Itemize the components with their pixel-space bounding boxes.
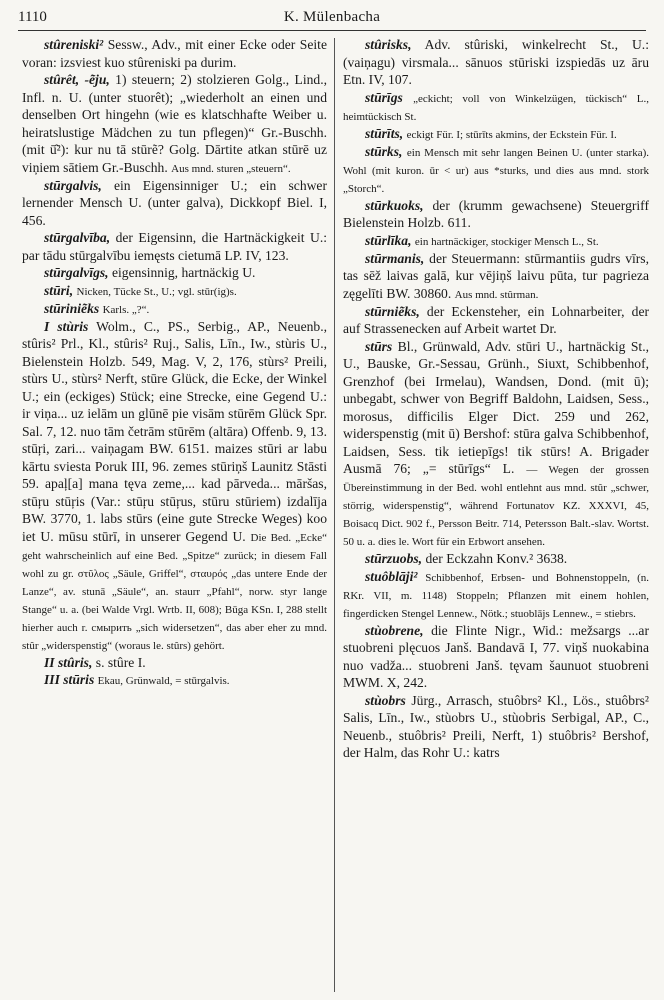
entry-definition: s. stûre I. [95,654,146,670]
entry-headword: stûrisks, [365,37,412,52]
dictionary-entry [22,71,327,177]
dictionary-entry [343,692,649,762]
entry-headword: stūrzuobs, [365,551,423,566]
running-title: K. Mülenbacha [283,9,381,25]
entry-definition: Jürg., Arrasch, stuôbrs² Kl., Lös., stuôbrs² Salis, Līn., Iw., stùobrs U., stùobris Serbigal, AP., C., Neuenb., stuôbris² Preili, Nerft, 1) stuôbris² Bershof, der Halm, das Rohr U.: katrs [343,692,649,760]
dictionary-entry [22,177,327,230]
dictionary-entry [22,264,327,282]
entry-definition: ein Eigensinniger U.; ein schwer lernender Mensch U. (unter galva), Dickkopf Biel. I, 456. [22,177,327,228]
entry-headword: stuôblāji² [365,568,418,584]
entry-headword: III stūris [44,672,95,687]
right-column [343,36,649,762]
entry-etymology-note: Aus mnd. stûrman. [454,288,539,301]
entry-definition: der Eckensteher, ein Lohnarbeiter, der auf Strassenecken auf Arbeit wartet Dr. [343,303,650,336]
entry-headword: stūrgalvīgs, [44,265,109,280]
entry-definition: Sessw., Adv., mit einer Ecke oder Seite voran: izsviest kuo stûreniski pa durim. [22,37,327,70]
entry-headword: stūrgalvis, [44,177,102,193]
entry-headword: stūrgalvība, [44,230,111,245]
entry-definition: Wolm., C., PS., Serbig., AP., Neuenb., stûris² Prl., Kl., stûris² Ruj., Salis, Līn., Iw., stùris U., Bielenstein Holzb. 549, Mag. V, 2, 176, stùrs² Preili, stùrs U., stùrs² Nerft, stūre Glück, die Ecke, der Winkel U.; ein (eckiges) Stück; eine Strecke, eine Gegend U.: ir viņa... uz ielām un glūnē pie visām stūrēm Glück Spr. Sal. 7, 12. nuo tām četrām stūrēm (altāra) Offenb. 9, 13. stūŗi, zari... vaiņagam BW. 6151. maizes stūri ar labu kārtu sviesta Poruk III, 96. zemes stūriņš Launitz Stāsti 59. apaļ[a] mana tęva zeme,... kad pārveda... māršas, stūŗu stūŗis (Var.: stūŗu stūŗus, stūru stūriem) izdalīja BW. 3770, 1. labs stūrs (eine gute Strecke Weges) koo iet U. mūsu stūrī, in unserer Gegend U. [22,318,327,544]
entry-etymology-note: Die Bed. „Ecke“ geht wahrscheinlich auf eine Bed. „Spitze“ zurück; in diesem Fall wohl zu gr. στῦλος „Säule, Griffel“, σταυρός „das untere Ende der Lanze“, av. stunā „Säule“, an. staurr „Pfahl“, norw. styr lange Stange“ u. a. (bei Walde Vrgl. Wrtb. II, 608); Būga KSn. I, 288 stellt hierher auch r. смырить „sich widersetzen“, das aber eher zu mnd. stûr „widerspenstig“ (woraus le. stûrs) gehört. [22,531,327,652]
dictionary-entry [22,318,327,654]
dictionary-entry [22,229,327,264]
entry-headword: stūri, [44,282,74,298]
dictionary-entry [343,338,649,551]
entry-headword: stùobrs [365,692,406,708]
entry-definition: der (krumm gewachsene) Steuergriff Bielenstein Holzb. 611. [343,197,649,230]
entry-definition: eigensinnig, hartnäckig U. [112,265,256,280]
dictionary-entry [22,654,327,672]
page-number: 1110 [18,9,47,25]
entry-headword: stûrêt, -ẽju, [44,72,110,87]
entry-headword: stùobrene, [365,622,424,638]
entry-definition: Adv. stûriski, winkelrecht St., U.: (vaiņagu) virsmala... sānuos stūriski izspiedās uz āru Etn. IV, 107. [343,37,649,87]
entry-etymology-note: Aus mnd. sturen „steuern“. [171,162,291,175]
dictionary-entry [343,36,649,89]
dictionary-entry [343,550,649,568]
entry-etymology-note: eckigt Für. I; stūrīts akmins, der Eckstein Für. I. [406,128,617,141]
dictionary-entry [343,622,649,692]
entry-headword: stūrs [365,338,393,354]
dictionary-entry [22,282,327,300]
page-header [18,8,646,26]
entry-headword: stūrkuoks, [365,197,424,213]
dictionary-entry [343,143,649,197]
dictionary-entry [343,568,649,622]
dictionary-entry [343,232,649,250]
left-column [22,36,327,689]
header-rule [18,30,646,31]
entry-headword: stūrmanis, [365,250,425,266]
entry-definition: der Eigensinn, die Hartnäckigkeit U.: par tādu stūrgalvību iemęsts cietumā LP. IV, 123. [22,230,327,263]
dictionary-entry [22,300,327,318]
entry-headword: stūriniẽks [44,300,100,316]
entry-etymology-note: ein hartnäckiger, stockiger Mensch L., St. [414,235,599,248]
entry-headword: stūrīgs [365,89,403,105]
entry-etymology-note: ein Mensch mit sehr langen Beinen U. (unter starka). Wohl (mit kuron. ūr < ur) aus *sturks, und dies aus mnd. stork „Storch“. [343,146,650,195]
entry-etymology-note: „eckicht; voll von Winkelzügen, tückisch“ L., heimtückisch St. [343,92,649,123]
entry-definition: die Flinte Nigr., Wid.: mežsargs ...ar stuobreni plęcuos Janš. Bandavā I, 77. viņš nuokabina nuo vadža... stuobreni Janš. tęvam šaunuot stuobreni MWM. X, 242. [343,622,649,690]
entry-definition: der Eckzahn Konv.² 3638. [425,551,568,566]
dictionary-entry [343,303,649,338]
entry-headword: stūrniẽks, [365,303,420,319]
entry-etymology-note: — Wegen der grossen Übereinstimmung in der Bed. wohl entlehnt aus mnd. stûr „schwer, störrig, widerspenstig“, während Fortunatov KZ. XXXVI, 45, Boisacq Dict. 902 f., Persson Beitr. 714, Petersson Balt.-slav. Wortst. 50 u. a. dies le. Wort für ein Erbwort ansehen. [343,464,649,548]
entry-headword: stūrīts, [365,125,404,141]
entry-definition: Bl., Grünwald, Adv. stūri U., hartnäckig St., U., Bauske, Gr.-Sessau, Grünh., Siuxt, Schibbenhof, Grenzhof (bei Irmelau), Wandsen, Dond. (mit ū); unbegabt, schwer von Begriff Baldohn, Laidsen, Sess., morosus, difficilis Elger Dict. 259 und 262, widerspenstig (mit ū) Bershof: stūra galva Schibbenhof, Laidsen, Sess. tik ietiepīgs! tik stūrs! A. Brigader Ausmā 76; „= stūrīgs“ L. [343,338,649,476]
dictionary-entry [22,671,327,689]
dictionary-entry [22,36,327,71]
entry-etymology-note: Nicken, Tücke St., U.; vgl. stūr(ig)s. [76,285,237,298]
entry-headword: II stûris, [44,654,93,670]
entry-headword: I stùris [44,318,89,334]
dictionary-entry [343,89,649,125]
entry-etymology-note: Schibbenhof, Erbsen- und Bohnenstoppeln, (n. RKr. VII, m. 1148) Stoppeln; Pflanzen mit einem hohlen, fingerdicken Stengel Lennew., Nötk.; stuoblājs Lennew., = stiebrs. [343,571,650,620]
entry-etymology-note: Karls. „?“. [102,303,150,316]
entry-headword: stûreniski² [44,37,104,52]
dictionary-entry [343,197,649,232]
entry-definition: 1) steuern; 2) stolzieren Golg., Lind., Infl. n. U. (unter stuorêt); „wiederholt an einen und denselben Ort hingehn (wie es klatschhafte Weiber u. heiratslustige Mädchen zu tun pflegen)“ Gr.-Buschh. (mit ū̂²): kur nu tā stūrẽ? Golg. Dārtite atkan stūrē uz viņiem sātiem Gr.-Buschh. [22,72,327,175]
entry-definition: der Steuermann: stūrmantiis gudrs vīrs, tas sēž laivas galā, kur vējiņš laivu pūta, tur pagrieza zęgelīti BW. 30860. [343,250,649,301]
column-divider [334,38,335,992]
dictionary-entry [343,250,649,303]
entry-headword: stūrks, [365,143,403,159]
dictionary-entry [343,125,649,143]
entry-headword: stūrlīka, [365,232,412,248]
entry-etymology-note: Ekau, Grünwald, = stūrgalvis. [97,675,230,687]
